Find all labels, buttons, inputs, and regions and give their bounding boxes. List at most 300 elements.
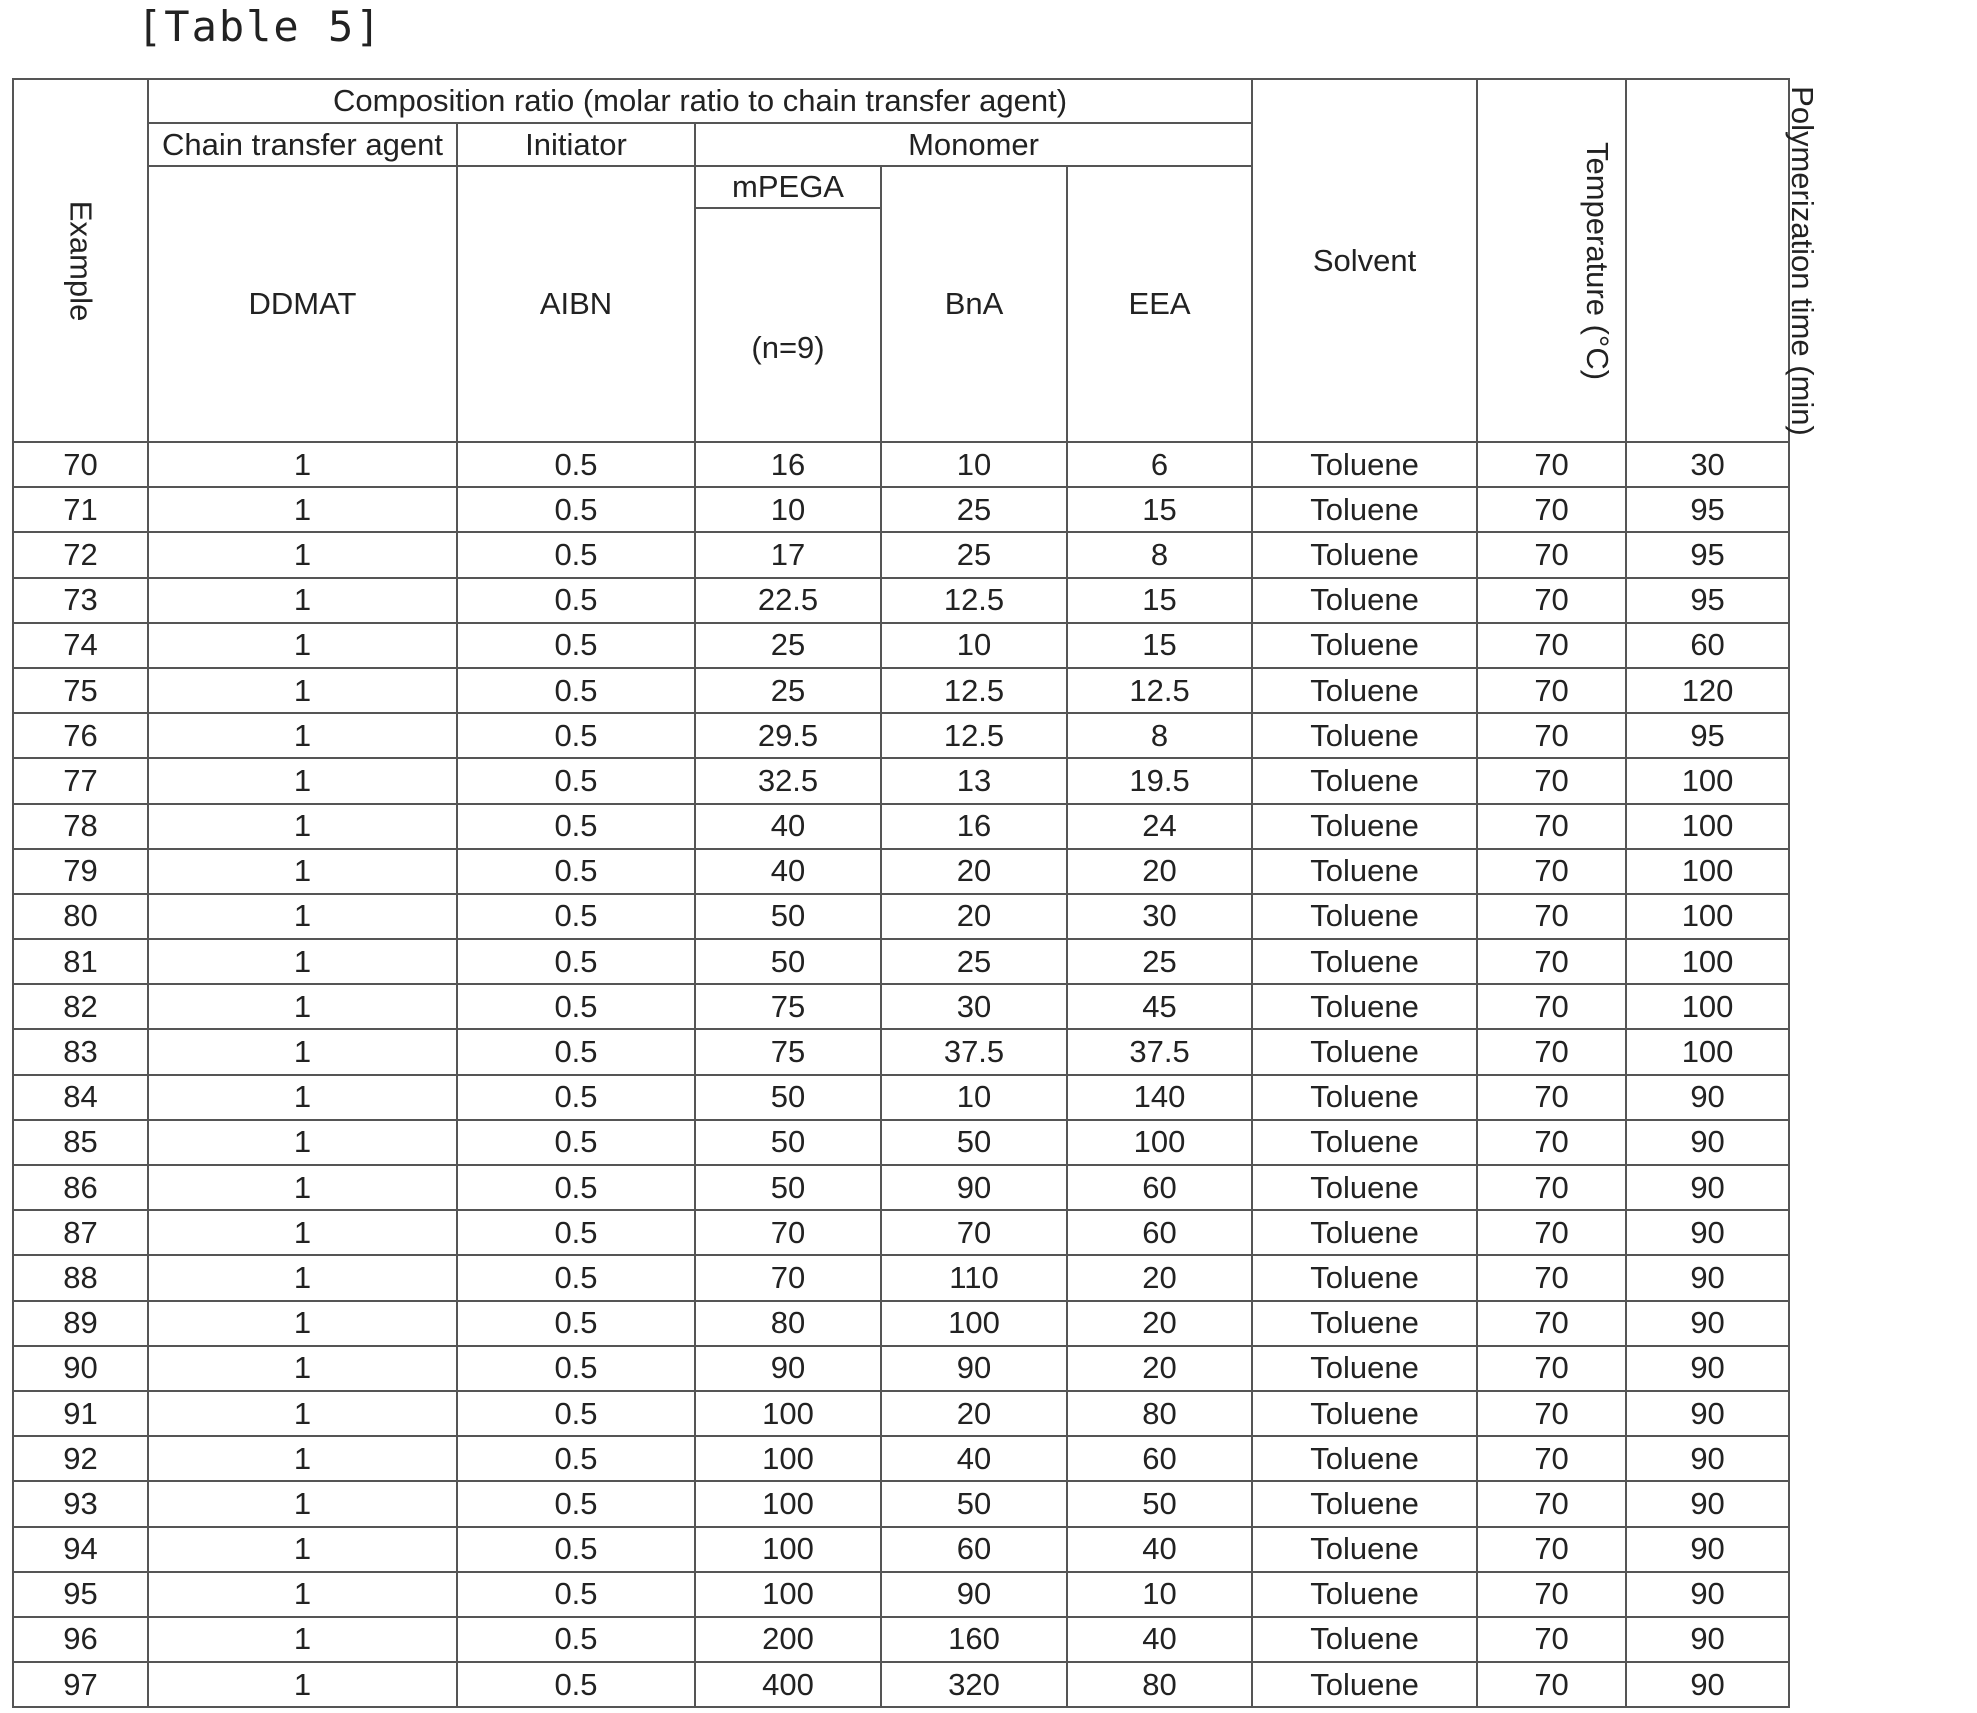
header-ddmat: DDMAT [148,166,457,442]
cell-ddmat: 1 [148,1617,457,1662]
table-row [13,758,1789,803]
cell-mpega: 70 [695,1255,881,1300]
header-example [13,79,148,442]
table-row [13,1346,1789,1391]
header-temperature [1477,79,1626,442]
cell-mpega: 75 [695,984,881,1029]
cell-ddmat: 1 [148,1165,457,1210]
table-row [13,1391,1789,1436]
cell-temp: 70 [1477,1572,1626,1617]
cell-ex: 84 [13,1075,148,1120]
cell-bna: 30 [881,984,1067,1029]
cell-time: 100 [1626,758,1789,803]
cell-eea: 80 [1067,1662,1252,1707]
cell-temp: 70 [1477,487,1626,532]
cell-ddmat: 1 [148,442,457,487]
cell-temp: 70 [1477,984,1626,1029]
cell-mpega: 100 [695,1481,881,1526]
table-row [13,939,1789,984]
header-bna: BnA [881,166,1067,442]
cell-ex: 78 [13,804,148,849]
cell-bna: 50 [881,1120,1067,1165]
cell-mpega: 100 [695,1436,881,1481]
cell-bna: 16 [881,804,1067,849]
cell-time: 90 [1626,1210,1789,1255]
cell-bna: 10 [881,1075,1067,1120]
cell-ex: 89 [13,1301,148,1346]
cell-eea: 20 [1067,1255,1252,1300]
cell-bna: 110 [881,1255,1067,1300]
cell-bna: 20 [881,1391,1067,1436]
header-solvent: Solvent [1252,79,1477,442]
cell-eea: 140 [1067,1075,1252,1120]
cell-ex: 82 [13,984,148,1029]
cell-ddmat: 1 [148,984,457,1029]
cell-aibn: 0.5 [457,1210,695,1255]
table-row [13,1572,1789,1617]
cell-aibn: 0.5 [457,1120,695,1165]
cell-mpega: 50 [695,1165,881,1210]
cell-temp: 70 [1477,578,1626,623]
cell-eea: 30 [1067,894,1252,939]
cell-bna: 100 [881,1301,1067,1346]
header-chain-transfer-agent: Chain transfer agent [148,123,457,166]
cell-mpega: 100 [695,1527,881,1572]
cell-temp: 70 [1477,1436,1626,1481]
cell-solvent: Toluene [1252,1391,1477,1436]
header-mpega-n-label: (n=9) [751,330,824,366]
table-row [13,1662,1789,1707]
cell-mpega: 200 [695,1617,881,1662]
header-mpega: mPEGA [695,166,881,208]
table-row [13,1120,1789,1165]
cell-solvent: Toluene [1252,1255,1477,1300]
cell-ex: 90 [13,1346,148,1391]
cell-aibn: 0.5 [457,1301,695,1346]
cell-bna: 12.5 [881,578,1067,623]
cell-aibn: 0.5 [457,849,695,894]
cell-aibn: 0.5 [457,487,695,532]
cell-aibn: 0.5 [457,713,695,758]
cell-temp: 70 [1477,1391,1626,1436]
cell-bna: 10 [881,623,1067,668]
cell-aibn: 0.5 [457,939,695,984]
cell-solvent: Toluene [1252,532,1477,577]
table-row [13,578,1789,623]
table-row [13,623,1789,668]
cell-eea: 6 [1067,442,1252,487]
cell-ddmat: 1 [148,532,457,577]
cell-ddmat: 1 [148,1075,457,1120]
cell-solvent: Toluene [1252,984,1477,1029]
cell-aibn: 0.5 [457,1662,695,1707]
cell-solvent: Toluene [1252,1120,1477,1165]
table-row [13,487,1789,532]
cell-time: 90 [1626,1436,1789,1481]
cell-bna: 90 [881,1572,1067,1617]
header-composition: Composition ratio (molar ratio to chain transfer agent) [148,79,1252,123]
cell-eea: 50 [1067,1481,1252,1526]
cell-ddmat: 1 [148,1210,457,1255]
cell-time: 90 [1626,1346,1789,1391]
cell-ddmat: 1 [148,1029,457,1074]
header-polymerization-time [1626,79,1789,442]
cell-solvent: Toluene [1252,1301,1477,1346]
cell-ex: 79 [13,849,148,894]
cell-time: 90 [1626,1075,1789,1120]
cell-solvent: Toluene [1252,1572,1477,1617]
cell-aibn: 0.5 [457,532,695,577]
cell-ddmat: 1 [148,894,457,939]
cell-bna: 320 [881,1662,1067,1707]
cell-time: 30 [1626,442,1789,487]
header-eea: EEA [1067,166,1252,442]
table-body [13,442,1789,1707]
cell-aibn: 0.5 [457,804,695,849]
cell-ddmat: 1 [148,939,457,984]
cell-mpega: 50 [695,1120,881,1165]
table-row [13,713,1789,758]
cell-temp: 70 [1477,1617,1626,1662]
cell-time: 100 [1626,984,1789,1029]
cell-bna: 50 [881,1481,1067,1526]
cell-mpega: 29.5 [695,713,881,758]
cell-bna: 25 [881,532,1067,577]
table-row [13,1617,1789,1662]
cell-mpega: 25 [695,668,881,713]
cell-solvent: Toluene [1252,668,1477,713]
cell-aibn: 0.5 [457,1391,695,1436]
cell-solvent: Toluene [1252,1662,1477,1707]
cell-mpega: 40 [695,849,881,894]
cell-mpega: 100 [695,1572,881,1617]
cell-mpega: 90 [695,1346,881,1391]
data-table [12,78,1790,1708]
cell-ex: 81 [13,939,148,984]
cell-time: 95 [1626,713,1789,758]
cell-ex: 74 [13,623,148,668]
cell-mpega: 10 [695,487,881,532]
cell-bna: 70 [881,1210,1067,1255]
cell-eea: 60 [1067,1436,1252,1481]
cell-bna: 20 [881,849,1067,894]
table-row [13,1436,1789,1481]
cell-bna: 12.5 [881,668,1067,713]
cell-temp: 70 [1477,1481,1626,1526]
cell-time: 90 [1626,1391,1789,1436]
table-header [13,79,1789,442]
cell-mpega: 50 [695,894,881,939]
cell-eea: 8 [1067,532,1252,577]
header-initiator: Initiator [457,123,695,166]
cell-ex: 96 [13,1617,148,1662]
cell-mpega: 17 [695,532,881,577]
cell-time: 90 [1626,1255,1789,1300]
cell-solvent: Toluene [1252,849,1477,894]
cell-ddmat: 1 [148,623,457,668]
cell-aibn: 0.5 [457,578,695,623]
cell-eea: 60 [1067,1165,1252,1210]
cell-mpega: 80 [695,1301,881,1346]
cell-bna: 40 [881,1436,1067,1481]
cell-solvent: Toluene [1252,1029,1477,1074]
cell-temp: 70 [1477,1075,1626,1120]
cell-eea: 25 [1067,939,1252,984]
cell-ex: 97 [13,1662,148,1707]
cell-time: 100 [1626,849,1789,894]
cell-ddmat: 1 [148,1346,457,1391]
cell-mpega: 100 [695,1391,881,1436]
cell-ex: 88 [13,1255,148,1300]
cell-temp: 70 [1477,1662,1626,1707]
cell-temp: 70 [1477,713,1626,758]
cell-eea: 80 [1067,1391,1252,1436]
cell-bna: 25 [881,939,1067,984]
cell-solvent: Toluene [1252,758,1477,803]
table-row [13,668,1789,713]
cell-ex: 95 [13,1572,148,1617]
cell-ddmat: 1 [148,1572,457,1617]
cell-temp: 70 [1477,532,1626,577]
cell-aibn: 0.5 [457,1527,695,1572]
cell-eea: 20 [1067,849,1252,894]
cell-eea: 37.5 [1067,1029,1252,1074]
cell-solvent: Toluene [1252,1617,1477,1662]
cell-aibn: 0.5 [457,894,695,939]
table-row [13,1527,1789,1572]
cell-ddmat: 1 [148,668,457,713]
cell-temp: 70 [1477,623,1626,668]
cell-temp: 70 [1477,1527,1626,1572]
cell-ex: 70 [13,442,148,487]
cell-eea: 40 [1067,1527,1252,1572]
cell-time: 90 [1626,1662,1789,1707]
cell-ddmat: 1 [148,578,457,623]
cell-ddmat: 1 [148,1301,457,1346]
cell-solvent: Toluene [1252,1346,1477,1391]
cell-time: 90 [1626,1527,1789,1572]
cell-ex: 87 [13,1210,148,1255]
cell-time: 95 [1626,487,1789,532]
cell-temp: 70 [1477,668,1626,713]
cell-temp: 70 [1477,1165,1626,1210]
table-row [13,1075,1789,1120]
header-example-label: Example [62,200,98,321]
table-row [13,1210,1789,1255]
cell-time: 60 [1626,623,1789,668]
table-row [13,1029,1789,1074]
cell-ddmat: 1 [148,487,457,532]
cell-temp: 70 [1477,1029,1626,1074]
header-monomer: Monomer [695,123,1252,166]
cell-temp: 70 [1477,442,1626,487]
cell-aibn: 0.5 [457,623,695,668]
cell-ddmat: 1 [148,1527,457,1572]
cell-mpega: 400 [695,1662,881,1707]
cell-temp: 70 [1477,1120,1626,1165]
cell-ex: 73 [13,578,148,623]
cell-ddmat: 1 [148,1662,457,1707]
cell-eea: 100 [1067,1120,1252,1165]
cell-aibn: 0.5 [457,758,695,803]
cell-eea: 24 [1067,804,1252,849]
cell-aibn: 0.5 [457,668,695,713]
table-row [13,1165,1789,1210]
cell-mpega: 75 [695,1029,881,1074]
cell-eea: 8 [1067,713,1252,758]
cell-bna: 90 [881,1165,1067,1210]
cell-temp: 70 [1477,894,1626,939]
cell-temp: 70 [1477,804,1626,849]
cell-aibn: 0.5 [457,1165,695,1210]
cell-temp: 70 [1477,758,1626,803]
cell-solvent: Toluene [1252,713,1477,758]
cell-time: 100 [1626,894,1789,939]
cell-eea: 45 [1067,984,1252,1029]
cell-solvent: Toluene [1252,578,1477,623]
cell-time: 90 [1626,1617,1789,1662]
cell-time: 90 [1626,1120,1789,1165]
cell-ddmat: 1 [148,1120,457,1165]
cell-ddmat: 1 [148,713,457,758]
cell-aibn: 0.5 [457,1572,695,1617]
cell-ex: 76 [13,713,148,758]
cell-time: 90 [1626,1572,1789,1617]
cell-eea: 20 [1067,1301,1252,1346]
cell-aibn: 0.5 [457,442,695,487]
cell-eea: 12.5 [1067,668,1252,713]
cell-mpega: 25 [695,623,881,668]
table-row [13,849,1789,894]
cell-mpega: 50 [695,1075,881,1120]
cell-time: 100 [1626,804,1789,849]
cell-temp: 70 [1477,1255,1626,1300]
cell-ex: 71 [13,487,148,532]
cell-solvent: Toluene [1252,894,1477,939]
cell-mpega: 32.5 [695,758,881,803]
table-row [13,1481,1789,1526]
cell-eea: 60 [1067,1210,1252,1255]
cell-eea: 19.5 [1067,758,1252,803]
cell-ex: 80 [13,894,148,939]
cell-bna: 160 [881,1617,1067,1662]
cell-solvent: Toluene [1252,442,1477,487]
cell-ex: 72 [13,532,148,577]
header-time-label: Polymerization time (min) [1784,86,1820,436]
cell-ddmat: 1 [148,1391,457,1436]
cell-solvent: Toluene [1252,939,1477,984]
cell-bna: 12.5 [881,713,1067,758]
cell-ddmat: 1 [148,804,457,849]
header-temperature-label: Temperature (°C) [1579,141,1615,379]
header-mpega-n [695,208,881,442]
cell-aibn: 0.5 [457,984,695,1029]
table-row [13,894,1789,939]
cell-time: 100 [1626,939,1789,984]
cell-mpega: 50 [695,939,881,984]
cell-time: 90 [1626,1165,1789,1210]
cell-ex: 92 [13,1436,148,1481]
cell-ddmat: 1 [148,758,457,803]
cell-bna: 20 [881,894,1067,939]
cell-ddmat: 1 [148,1436,457,1481]
cell-time: 100 [1626,1029,1789,1074]
cell-aibn: 0.5 [457,1617,695,1662]
cell-ex: 83 [13,1029,148,1074]
cell-ex: 93 [13,1481,148,1526]
cell-mpega: 70 [695,1210,881,1255]
cell-ex: 91 [13,1391,148,1436]
table-row [13,442,1789,487]
cell-bna: 60 [881,1527,1067,1572]
cell-aibn: 0.5 [457,1029,695,1074]
cell-time: 90 [1626,1481,1789,1526]
cell-ex: 75 [13,668,148,713]
cell-time: 95 [1626,578,1789,623]
cell-ddmat: 1 [148,1255,457,1300]
cell-temp: 70 [1477,939,1626,984]
header-aibn: AIBN [457,166,695,442]
cell-mpega: 16 [695,442,881,487]
cell-solvent: Toluene [1252,1075,1477,1120]
cell-solvent: Toluene [1252,1210,1477,1255]
cell-aibn: 0.5 [457,1436,695,1481]
cell-solvent: Toluene [1252,1527,1477,1572]
cell-mpega: 22.5 [695,578,881,623]
cell-eea: 15 [1067,487,1252,532]
cell-solvent: Toluene [1252,623,1477,668]
cell-eea: 40 [1067,1617,1252,1662]
cell-solvent: Toluene [1252,804,1477,849]
cell-time: 120 [1626,668,1789,713]
cell-ex: 94 [13,1527,148,1572]
cell-ex: 86 [13,1165,148,1210]
cell-eea: 15 [1067,623,1252,668]
cell-aibn: 0.5 [457,1481,695,1526]
cell-ddmat: 1 [148,849,457,894]
cell-temp: 70 [1477,849,1626,894]
cell-bna: 10 [881,442,1067,487]
cell-aibn: 0.5 [457,1075,695,1120]
cell-temp: 70 [1477,1210,1626,1255]
table-row [13,532,1789,577]
cell-eea: 10 [1067,1572,1252,1617]
cell-solvent: Toluene [1252,1165,1477,1210]
cell-eea: 20 [1067,1346,1252,1391]
cell-aibn: 0.5 [457,1346,695,1391]
cell-mpega: 40 [695,804,881,849]
cell-temp: 70 [1477,1346,1626,1391]
table-row [13,1301,1789,1346]
cell-bna: 37.5 [881,1029,1067,1074]
table-row [13,804,1789,849]
cell-ddmat: 1 [148,1481,457,1526]
cell-solvent: Toluene [1252,1481,1477,1526]
cell-ex: 85 [13,1120,148,1165]
cell-bna: 90 [881,1346,1067,1391]
cell-bna: 13 [881,758,1067,803]
cell-ex: 77 [13,758,148,803]
cell-solvent: Toluene [1252,487,1477,532]
cell-aibn: 0.5 [457,1255,695,1300]
table-caption: [Table 5] [137,2,383,51]
cell-solvent: Toluene [1252,1436,1477,1481]
cell-time: 90 [1626,1301,1789,1346]
table-row [13,984,1789,1029]
cell-time: 95 [1626,532,1789,577]
cell-temp: 70 [1477,1301,1626,1346]
cell-bna: 25 [881,487,1067,532]
